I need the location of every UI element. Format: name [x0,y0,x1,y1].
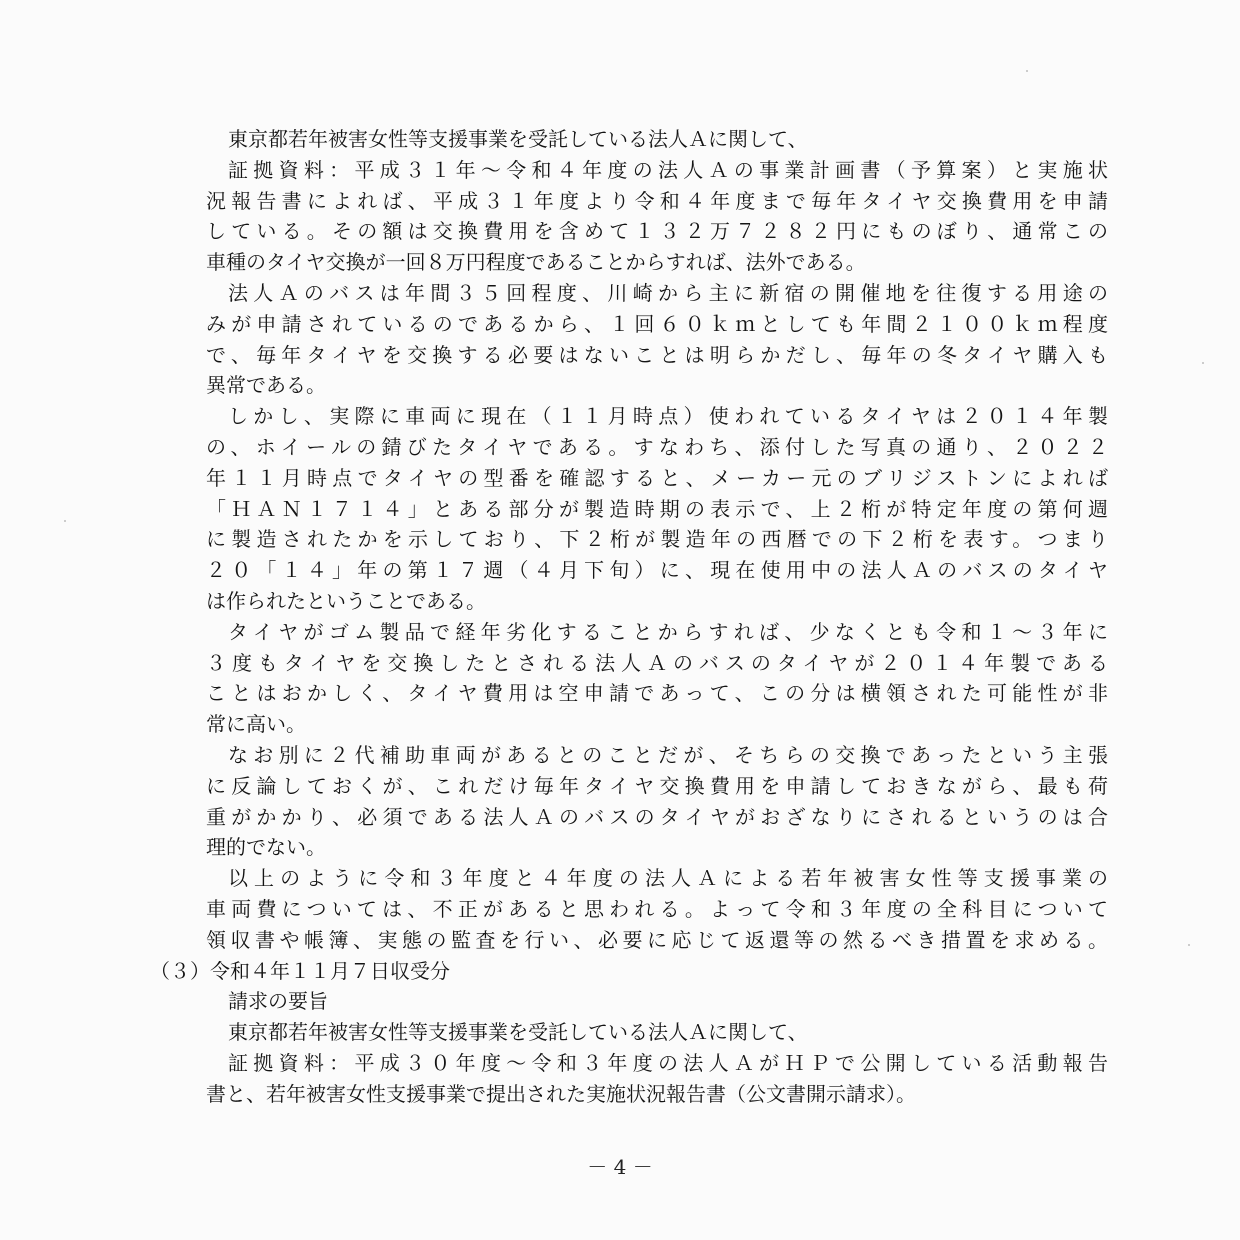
body-line: 東京都若年被害女性等支援事業を受託している法人Ａに関して、 [228,1020,808,1045]
scan-speck [1188,944,1190,946]
body-line: は作られたということである。 [206,588,486,613]
page-number: － 4 － [587,1155,653,1179]
body-line: で、毎年タイヤを交換する必要はないことは明らかだし、毎年の冬タイヤ購入も [206,342,1108,367]
section-heading: （３）令和４年１１月７日収受分 [150,958,450,983]
body-line: 書と、若年被害女性支援事業で提出された実施状況報告書（公文書開示請求）。 [206,1081,916,1106]
body-line: 年１１月時点でタイヤの型番を確認すると、メーカー元のブリジストンによれば [206,465,1108,490]
body-line: ３度もタイヤを交換したとされる法人Ａのバスのタイヤが２０１４年製である [206,650,1108,675]
body-line: 「ＨＡＮ１７１４」とある部分が製造時期の表示で、上２桁が特定年度の第何週 [206,496,1108,521]
body-line: 法人Ａのバスは年間３５回程度、川崎から主に新宿の開催地を往復する用途の [228,280,1108,305]
body-line: の、ホイールの錆びたタイヤである。すなわち、添付した写真の通り、２０２２ [206,434,1108,459]
document-body [150,124,1116,1110]
scan-speck [64,520,66,522]
body-line: みが申請されているのであるから、１回６０ｋｍとしても年間２１００ｋｍ程度 [206,311,1108,336]
body-line: に製造されたかを示しており、下２桁が製造年の西暦での下２桁を表す。つまり [206,527,1108,552]
body-line: 以上のように令和３年度と４年度の法人Ａによる若年被害女性等支援事業の [228,866,1108,891]
body-line: ２０「１４」年の第１７週（４月下旬）に、現在使用中の法人Ａのバスのタイヤ [206,558,1108,583]
subheading: 請求の要旨 [228,989,328,1014]
body-line: 車両費については、不正があると思われる。よって令和３年度の全科目について [206,896,1108,921]
body-line: 常に高い。 [206,712,306,737]
scan-speck [1202,362,1204,364]
body-line: 証拠資料：平成３０年度～令和３年度の法人ＡがＨＰで公開している活動報告 [228,1050,1108,1075]
body-line: ことはおかしく、タイヤ費用は空申請であって、この分は横領された可能性が非 [206,681,1108,706]
body-line: タイヤがゴム製品で経年劣化することからすれば、少なくとも令和１～３年に [228,619,1108,644]
body-line: 証拠資料：平成３１年～令和４年度の法人Ａの事業計画書（予算案）と実施状 [228,157,1108,182]
body-line: している。その額は交換費用を含めて１３２万７２８２円にものぼり、通常この [206,219,1108,244]
scan-speck [1026,70,1028,72]
body-line: なお別に２代補助車両があるとのことだが、そちらの交換であったという主張 [228,742,1108,767]
body-line: に反論しておくが、これだけ毎年タイヤ交換費用を申請しておきながら、最も荷 [206,773,1108,798]
body-line: 東京都若年被害女性等支援事業を受託している法人Ａに関して、 [228,127,808,151]
body-line: 重がかかり、必須である法人Ａのバスのタイヤがおざなりにされるというのは合 [206,804,1108,829]
body-line: 領収書や帳簿、実態の監査を行い、必要に応じて返還等の然るべき措置を求める。 [206,927,1108,952]
body-line: しかし、実際に車両に現在（１１月時点）使われているタイヤは２０１４年製 [228,404,1108,429]
body-line: 車種のタイヤ交換が一回８万円程度であることからすれば、法外である。 [206,250,866,275]
body-line: 況報告書によれば、平成３１年度より令和４年度まで毎年タイヤ交換費用を申請 [206,188,1108,213]
body-line: 理的でない。 [206,835,326,860]
body-line: 異常である。 [206,373,326,398]
